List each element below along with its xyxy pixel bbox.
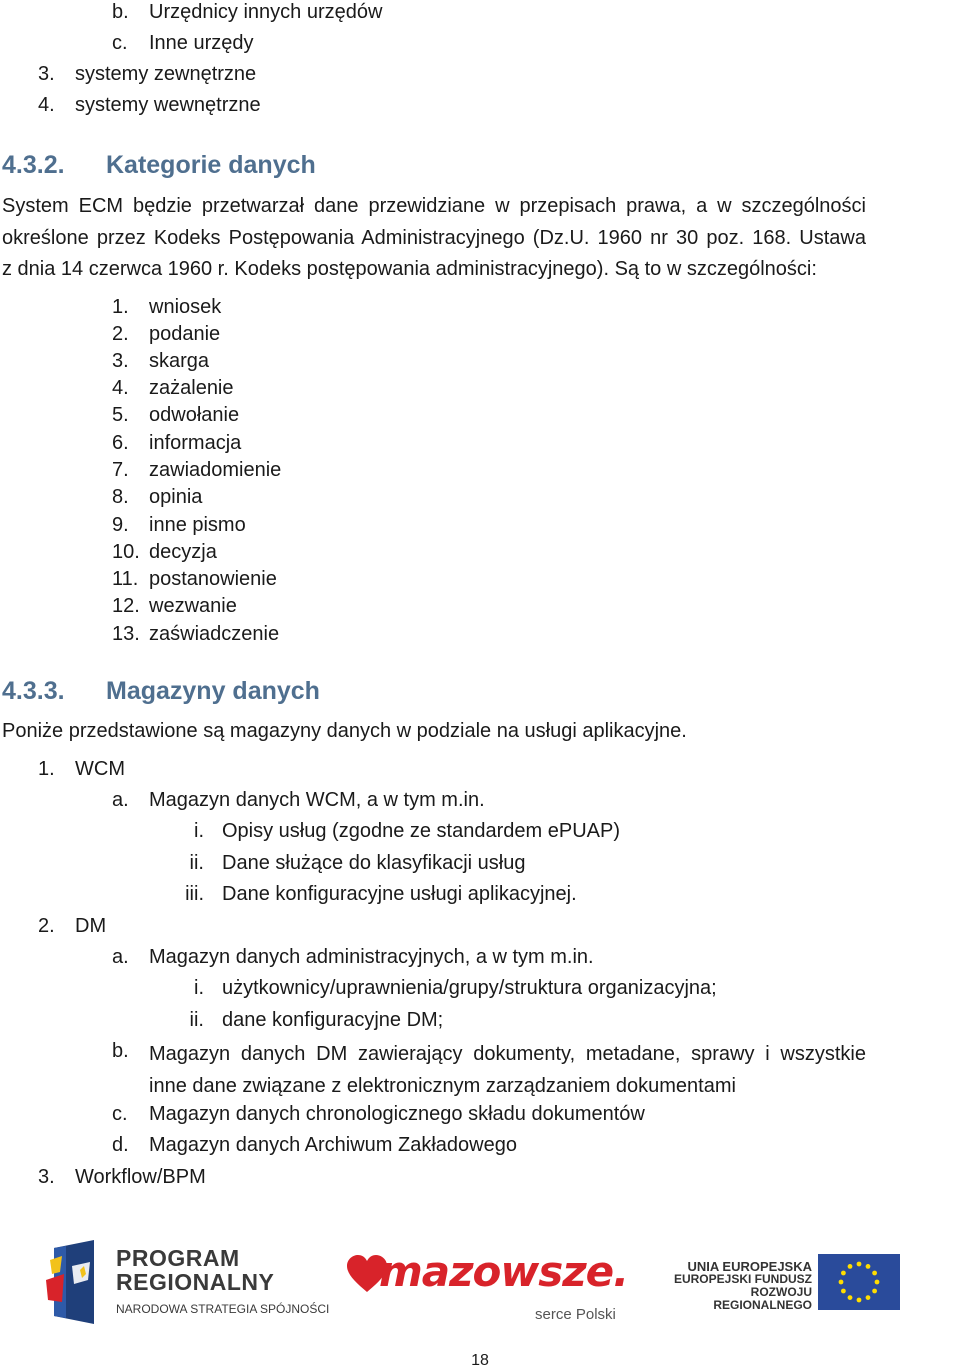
list-item: Magazyn danych Archiwum Zakładowego xyxy=(149,1134,517,1156)
list-item: podanie xyxy=(149,323,221,345)
list-item: opinia xyxy=(149,486,203,508)
list-marker: 6. xyxy=(112,432,129,454)
eu-line: ROZWOJU REGIONALNEGO xyxy=(713,1285,812,1312)
eu-star xyxy=(857,1262,862,1267)
nss-emblem-icon xyxy=(44,1240,100,1328)
list-item: DM xyxy=(75,915,107,937)
eu-star xyxy=(875,1280,880,1285)
eu-star xyxy=(866,1295,871,1300)
list-marker: a. xyxy=(112,789,129,811)
list-item: systemy zewnętrzne xyxy=(75,63,257,85)
list-marker: 1. xyxy=(112,296,129,318)
list-marker: i. xyxy=(194,820,204,842)
eu-star xyxy=(848,1295,853,1300)
list-item: postanowienie xyxy=(149,568,277,590)
list-item: Inne urzędy xyxy=(149,32,254,54)
list-marker: ii. xyxy=(189,1009,204,1031)
list-marker: b. xyxy=(112,1040,129,1062)
list-item: Dane konfiguracyjne usługi aplikacyjnej. xyxy=(222,883,577,905)
program-line: REGIONALNY xyxy=(116,1269,275,1295)
eu-star xyxy=(841,1271,846,1276)
list-item: Workflow/BPM xyxy=(75,1166,206,1188)
eu-star xyxy=(872,1271,877,1276)
section-number: 4.3.3. xyxy=(2,677,65,705)
paragraph-line: System ECM będzie przetwarzał dane przewidziane w przepisach prawa, a w szczególności xyxy=(2,195,866,217)
section-title: Magazyny danych xyxy=(106,677,320,705)
list-marker: 2. xyxy=(38,915,55,937)
list-marker: 11. xyxy=(112,568,139,590)
section-intro: Poniże przedstawione są magazyny danych w podziale na usługi aplikacyjne. xyxy=(2,720,687,742)
mazowsze-logo xyxy=(345,1247,629,1332)
eu-star xyxy=(857,1298,862,1303)
list-item: dane konfiguracyjne DM; xyxy=(222,1009,444,1031)
list-item: Urzędnicy innych urzędów xyxy=(149,1,383,23)
program-name xyxy=(116,1246,274,1294)
footer-logos xyxy=(0,1232,960,1332)
list-marker: iii. xyxy=(185,883,204,905)
list-marker: 10. xyxy=(112,541,140,563)
list-marker: 9. xyxy=(112,514,129,536)
list-marker: i. xyxy=(194,977,204,999)
list-marker: 4. xyxy=(38,94,55,116)
list-marker: c. xyxy=(112,1103,128,1125)
list-marker: 13. xyxy=(112,623,140,645)
mazowsze-wordmark: mazowsze. xyxy=(379,1247,629,1296)
list-marker: 4. xyxy=(112,377,129,399)
list-marker: b. xyxy=(112,1,129,23)
list-marker: 5. xyxy=(112,404,129,426)
list-item: systemy wewnętrzne xyxy=(75,94,261,116)
list-item: odwołanie xyxy=(149,404,240,426)
list-item: zaświadczenie xyxy=(149,623,280,645)
list-item: informacja xyxy=(149,432,242,454)
list-item: zawiadomienie xyxy=(149,459,282,481)
list-item xyxy=(149,1039,866,1102)
eu-star xyxy=(848,1264,853,1269)
list-marker: c. xyxy=(112,32,128,54)
program-line: PROGRAM xyxy=(116,1245,240,1271)
eu-logo xyxy=(666,1252,906,1332)
eu-star xyxy=(839,1280,844,1285)
eu-flag-icon xyxy=(818,1254,900,1310)
list-item: wezwanie xyxy=(149,595,237,617)
list-marker: 3. xyxy=(38,1166,55,1188)
list-marker: 3. xyxy=(38,63,55,85)
list-item: WCM xyxy=(75,758,125,780)
list-item: Magazyn danych administracyjnych, a w tym m.in. xyxy=(149,946,594,968)
eu-star xyxy=(866,1264,871,1269)
eu-line: UNIA EUROPEJSKA xyxy=(687,1259,812,1274)
list-marker: 12. xyxy=(112,595,140,617)
list-item: Opisy usług (zgodne ze standardem ePUAP) xyxy=(222,820,620,842)
list-item-line: inne dane związane z elektronicznym zarządzaniem dokumentami xyxy=(149,1074,736,1097)
section-number: 4.3.2. xyxy=(2,151,65,179)
eu-line: EUROPEJSKI FUNDUSZ xyxy=(673,1272,812,1286)
list-marker: 3. xyxy=(112,350,129,372)
list-item: inne pismo xyxy=(149,514,246,536)
eu-text xyxy=(666,1260,812,1312)
paragraph xyxy=(2,191,866,286)
list-item: użytkownicy/uprawnienia/grupy/struktura organizacyjna; xyxy=(222,977,717,999)
list-item: wniosek xyxy=(149,296,222,318)
section-title: Kategorie danych xyxy=(106,151,316,179)
program-subtitle: NARODOWA STRATEGIA SPÓJNOŚCI xyxy=(116,1302,330,1316)
list-marker: 8. xyxy=(112,486,129,508)
list-item: Magazyn danych WCM, a w tym m.in. xyxy=(149,789,485,811)
program-regionalny-logo xyxy=(44,1240,330,1334)
list-marker: 7. xyxy=(112,459,129,481)
list-marker: ii. xyxy=(189,852,204,874)
paragraph-line: określone przez Kodeks Postępowania Administracyjnego (Dz.U. 1960 nr 30 poz. 168. Ustawa xyxy=(2,226,866,249)
list-item: Dane służące do klasyfikacji usług xyxy=(222,852,526,874)
list-marker: d. xyxy=(112,1134,129,1156)
eu-star xyxy=(872,1289,877,1294)
paragraph-line: z dnia 14 czerwca 1960 r. Kodeks postępowania administracyjnego). Są to w szczególności: xyxy=(2,258,817,280)
list-item: skarga xyxy=(149,350,210,372)
list-marker: 2. xyxy=(112,323,129,345)
list-item-line: Magazyn danych DM zawierający dokumenty, metadane, sprawy i wszystkie xyxy=(149,1043,866,1065)
list-item: Magazyn danych chronologicznego składu dokumentów xyxy=(149,1103,645,1125)
list-marker: a. xyxy=(112,946,129,968)
list-marker: 1. xyxy=(38,758,55,780)
list-item: decyzja xyxy=(149,541,217,563)
mazowsze-tagline: serce Polski xyxy=(535,1306,616,1323)
eu-star xyxy=(841,1289,846,1294)
list-item: zażalenie xyxy=(149,377,234,399)
page-number: 18 xyxy=(471,1352,489,1369)
